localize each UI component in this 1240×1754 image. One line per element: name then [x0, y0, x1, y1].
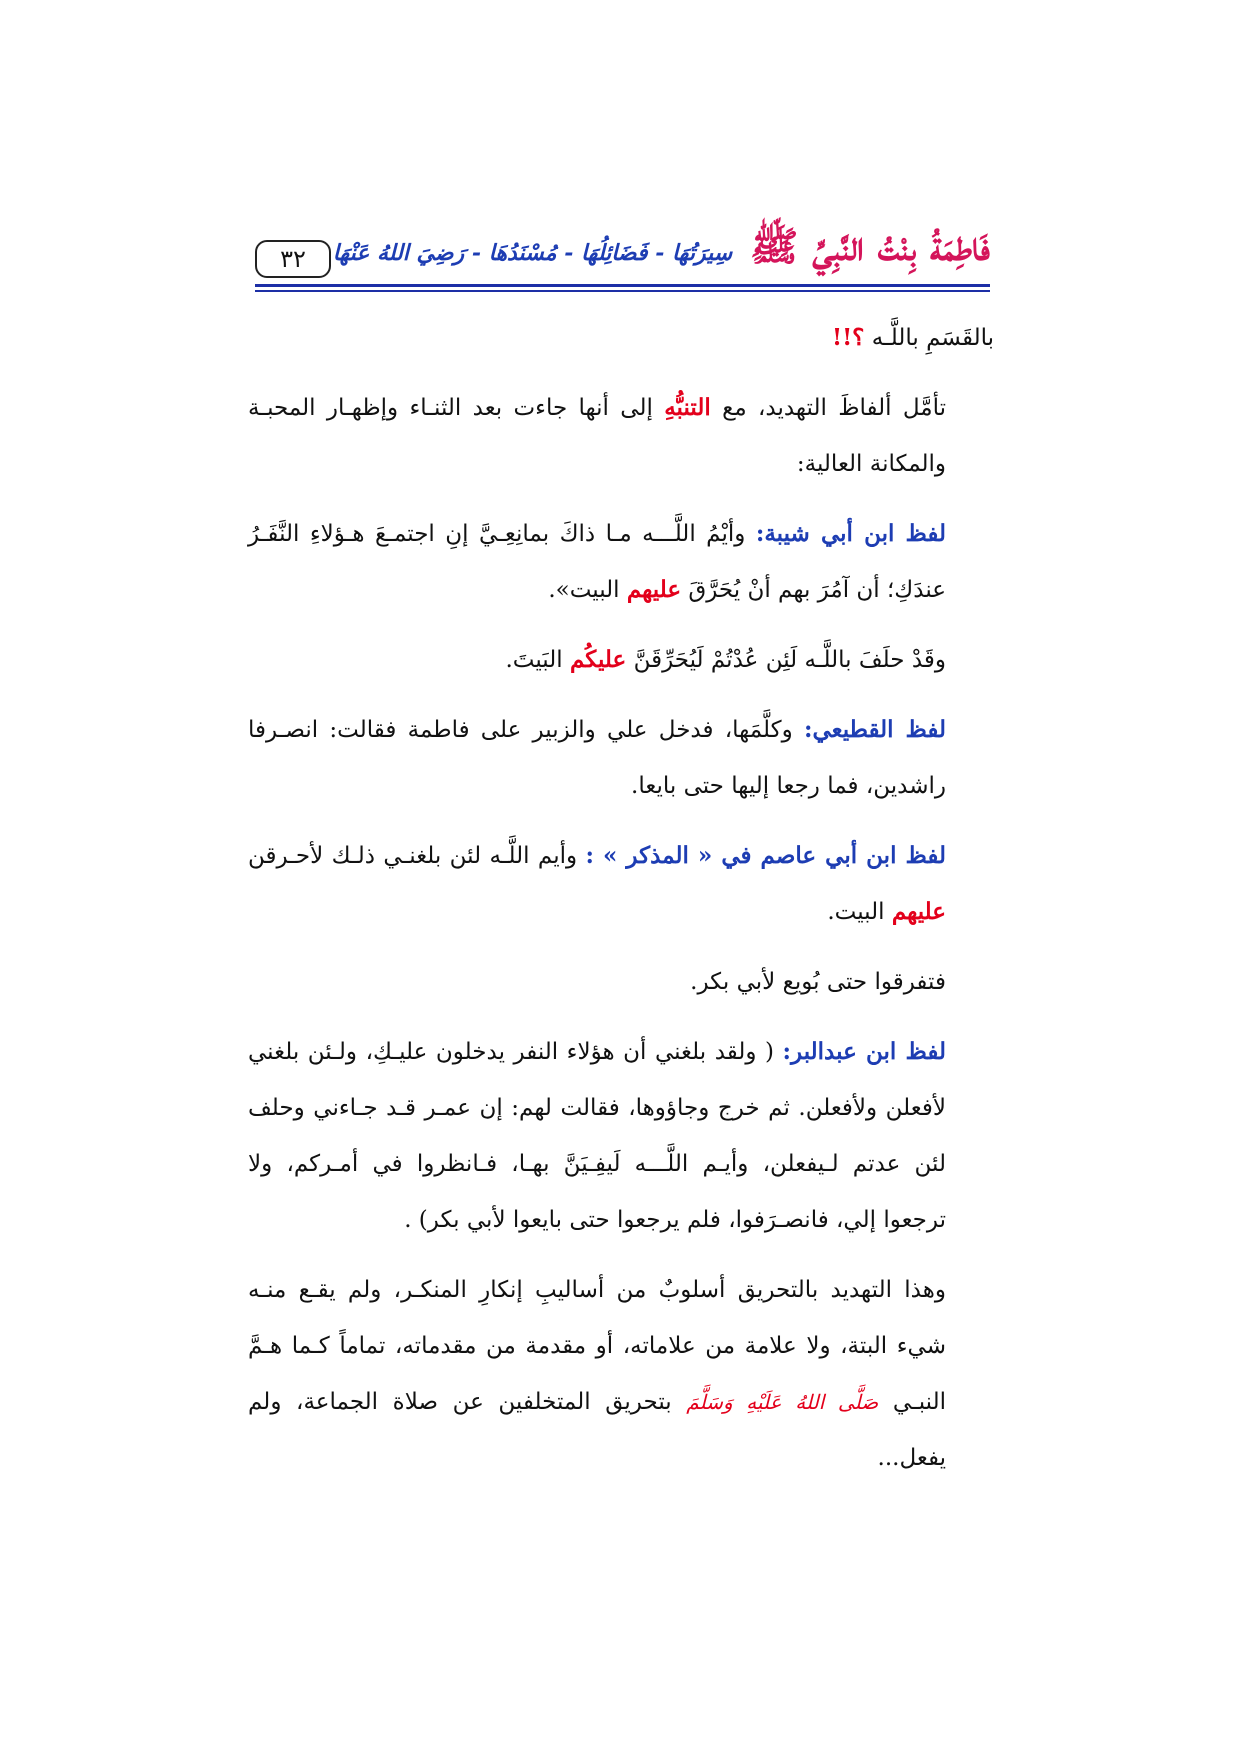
p5-label: لفظ القطيعي: — [803, 716, 946, 743]
p6-text-a: وأيم اللَّـه لئن بلغنـي ذلـك لأحـرقن — [248, 843, 586, 869]
p2-red: التنبُّهِ — [664, 394, 711, 421]
paragraph-3 — [248, 506, 994, 618]
p9-text-a: وهذا التهديد بالتحريق أسلوبٌ من أساليبِ إنكارِ المنكـر، ولم يقـع منـه شيء البتة، ولا علامة من علاماته، أو مقدمة من مقدماته، تماماً كـما هـمَّ النبـي — [248, 1277, 947, 1415]
page-body — [248, 310, 994, 1500]
p9-text-b: بتحريق المتخلفين عن صلاة الجماعة، ولم يفعل... — [248, 1389, 946, 1471]
p7-text-a: فتفرقوا حتى بُويع لأبي بكر. — [690, 969, 946, 995]
p3-text-a: وأيْمُ اللَّـــه مـا ذاكَ بمانِعِـيَّ إنِ اجتمـعَ هـؤلاءِ النَّفَـرُ عندَكِ؛ أن آمُرَ بهم أنْ يُحَرَّقَ — [248, 521, 946, 603]
paragraph-4 — [248, 632, 994, 688]
paragraph-6 — [248, 828, 994, 940]
page-number: ٣٢ — [255, 240, 331, 278]
p1-red: ؟!! — [831, 324, 865, 351]
book-title — [333, 222, 990, 280]
p6-label: لفظ ابن أبي عاصم في « المذكر » : — [585, 842, 946, 869]
p4-text-b: البَيتَ. — [505, 647, 570, 673]
p6-text-b: البيت. — [827, 899, 892, 925]
paragraph-9 — [248, 1262, 994, 1486]
p4-red: عليكُم — [569, 646, 627, 673]
p4-text-a: وقَدْ حلَفَ باللَّـه لَئِن عُدْتُمْ لَيُحَرِّقَنَّ — [626, 647, 946, 673]
paragraph-1 — [248, 310, 994, 366]
p1-text: بالقَسَمِ باللَّـه — [864, 325, 994, 351]
honorific-phrase: صَلَّى اللهُ عَلَيْهِ وَسَلَّمَ — [686, 1390, 879, 1414]
p8-text-a: ( ولقد بلغني أن هؤلاء النفر يدخلون عليـكِ، ولـئن بلغني لأفعلن ولأفعلن. ثم خرج وجاؤوها، فقالت لهم: إن عمـر قـد جـاءني وحلف لئن عدتم لـيفعلن، وأيـم اللَّـــه لَيفِـيَنَّ بهـا، فـانظروا في أمـركم، ولا ترجعوا إلي، فانصـرَفوا، فلم يرجعوا حتى بايعوا لأبي بكر) . — [248, 1039, 946, 1233]
p5-text-a: وكلَّمَها، فدخل علي والزبير على فاطمة فقالت: انصـرفا راشدين، فما رجعا إليها حتى بايعا. — [248, 717, 946, 799]
paragraph-8 — [248, 1024, 994, 1248]
paragraph-5 — [248, 702, 994, 814]
book-subtitle: سِيرَتُهَا - فَضَائِلُهَا - مُسْنَدُهَا - رَضِيَ اللهُ عَنْهَا — [332, 240, 733, 266]
page-header — [255, 223, 990, 290]
p3-label: لفظ ابن أبي شيبة: — [755, 520, 946, 547]
p2-text-b: إلى أنها جاءت بعد الثنـاء وإظهـار المحبـة والمكانة العالية: — [248, 395, 946, 477]
header-rule-top — [255, 284, 990, 287]
p8-label: لفظ ابن عبدالبر: — [782, 1038, 946, 1065]
paragraph-7 — [248, 954, 994, 1010]
p6-red: عليهم — [891, 898, 946, 925]
p2-text-a: تأمَّل ألفاظَ التهديد، مع — [710, 395, 946, 421]
book-title-main: فَاطِمَةُ بِنْتُ النَّبِيِّ ﷺ — [750, 223, 990, 270]
header-rule-bottom — [255, 290, 990, 292]
p3-red: عليهم — [626, 576, 682, 603]
p3-text-b: البيت». — [548, 577, 627, 603]
paragraph-2 — [248, 380, 994, 492]
